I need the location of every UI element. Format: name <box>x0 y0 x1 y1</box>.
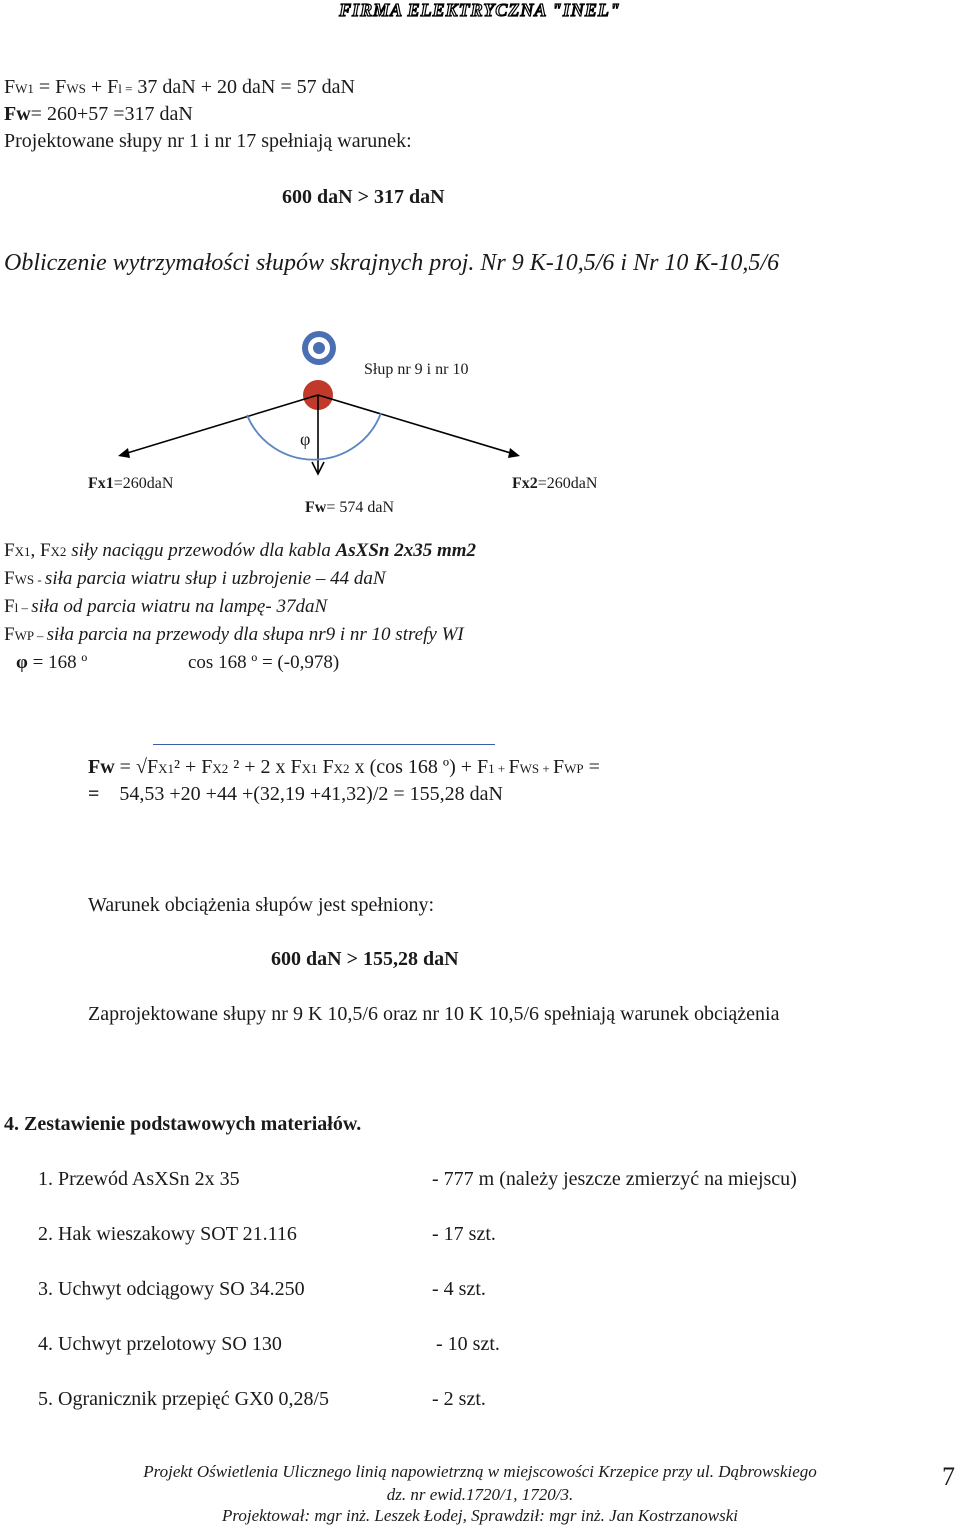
fx2-label: Fx2=260daN <box>512 475 598 492</box>
fx1-label: Fx1=260daN <box>88 475 174 492</box>
warunek-text: Warunek obciążenia słupów jest spełniony: <box>88 894 435 916</box>
footer-line-1: Projekt Oświetlenia Ulicznego linią napowietrzną w miejscowości Krzepice przy ul. Dąbrowskiego <box>143 1462 817 1481</box>
legend-line-2: FWS - siła parcia wiatru słup i uzbrojenie – 44 daN <box>4 568 386 589</box>
legend-cos: cos 168 º = (-0,978) <box>188 652 340 673</box>
calc-line-2: Fw= 260+57 =317 daN <box>4 103 193 125</box>
calc-line-3: Projektowane słupy nr 1 i nr 17 spełniają warunek: <box>4 130 412 152</box>
legend-line-5: φ = 168 º <box>16 652 88 673</box>
material-row: 3. Uchwyt odciągowy SO 34.250 - 4 szt. <box>38 1278 486 1300</box>
condition-1: 600 daN > 317 daN <box>282 186 445 208</box>
legend-line-4: FWP – siła parcia na przewody dla słupa nr9 i nr 10 strefy WI <box>4 624 464 645</box>
formula-line-1: Fw = √FX1² + FX2 ² + 2 x FX1 FX2 x (cos 168 º) + F1 + FWS + FWP = <box>88 756 600 778</box>
cable-fx2-line <box>318 395 514 454</box>
material-row: 2. Hak wieszakowy SOT 21.116 - 17 szt. <box>38 1223 496 1245</box>
cable-fx1-line <box>124 395 318 454</box>
conclusion-text: Zaprojektowane słupy nr 9 K 10,5/6 oraz nr 10 K 10,5/6 spełniają warunek obciążenia <box>88 1003 780 1025</box>
section-4-heading: 4. Zestawienie podstawowych materiałów. <box>4 1113 362 1135</box>
radical-overline <box>153 744 495 745</box>
letterhead: FIRMA ELEKTRYCZNA "INEL" <box>339 0 621 20</box>
calc-line-1: FW1 = FWS + Fl = 37 daN + 20 daN = 57 daN <box>4 76 355 98</box>
formula-line-2: = 54,53 +20 +44 +(32,19 +41,32)/2 = 155,28 daN <box>88 783 503 805</box>
phi-label: φ <box>300 429 311 449</box>
footer-line-3: Projektował: mgr inż. Leszek Łodej, Sprawdził: mgr inż. Jan Kostrzanowski <box>222 1506 738 1525</box>
legend-line-3: Fl – siła od parcia wiatru na lampę- 37daN <box>4 596 328 617</box>
page-number: 7 <box>942 1462 955 1491</box>
legend-line-1: FX1, FX2 siły naciągu przewodów dla kabla AsXSn 2x35 mm2 <box>4 540 477 561</box>
material-row: 1. Przewód AsXSn 2x 35 - 777 m (należy jeszcze zmierzyć na miejscu) <box>38 1168 797 1190</box>
angle-arc <box>247 413 381 460</box>
fw-label: Fw= 574 daN <box>305 499 395 516</box>
section-heading: Obliczenie wytrzymałości słupów skrajnych proj. Nr 9 K-10,5/6 i Nr 10 K-10,5/6 <box>4 250 780 276</box>
condition-2: 600 daN > 155,28 daN <box>271 948 459 970</box>
material-row: 5. Ogranicznik przepięć GX0 0,28/5 - 2 szt. <box>38 1388 486 1410</box>
diagram-title: Słup nr 9 i nr 10 <box>364 361 469 378</box>
material-row: 4. Uchwyt przelotowy SO 130 - 10 szt. <box>38 1333 500 1355</box>
footer-line-2: dz. nr ewid.1720/1, 1720/3. <box>386 1485 574 1504</box>
force-diagram <box>0 320 960 520</box>
